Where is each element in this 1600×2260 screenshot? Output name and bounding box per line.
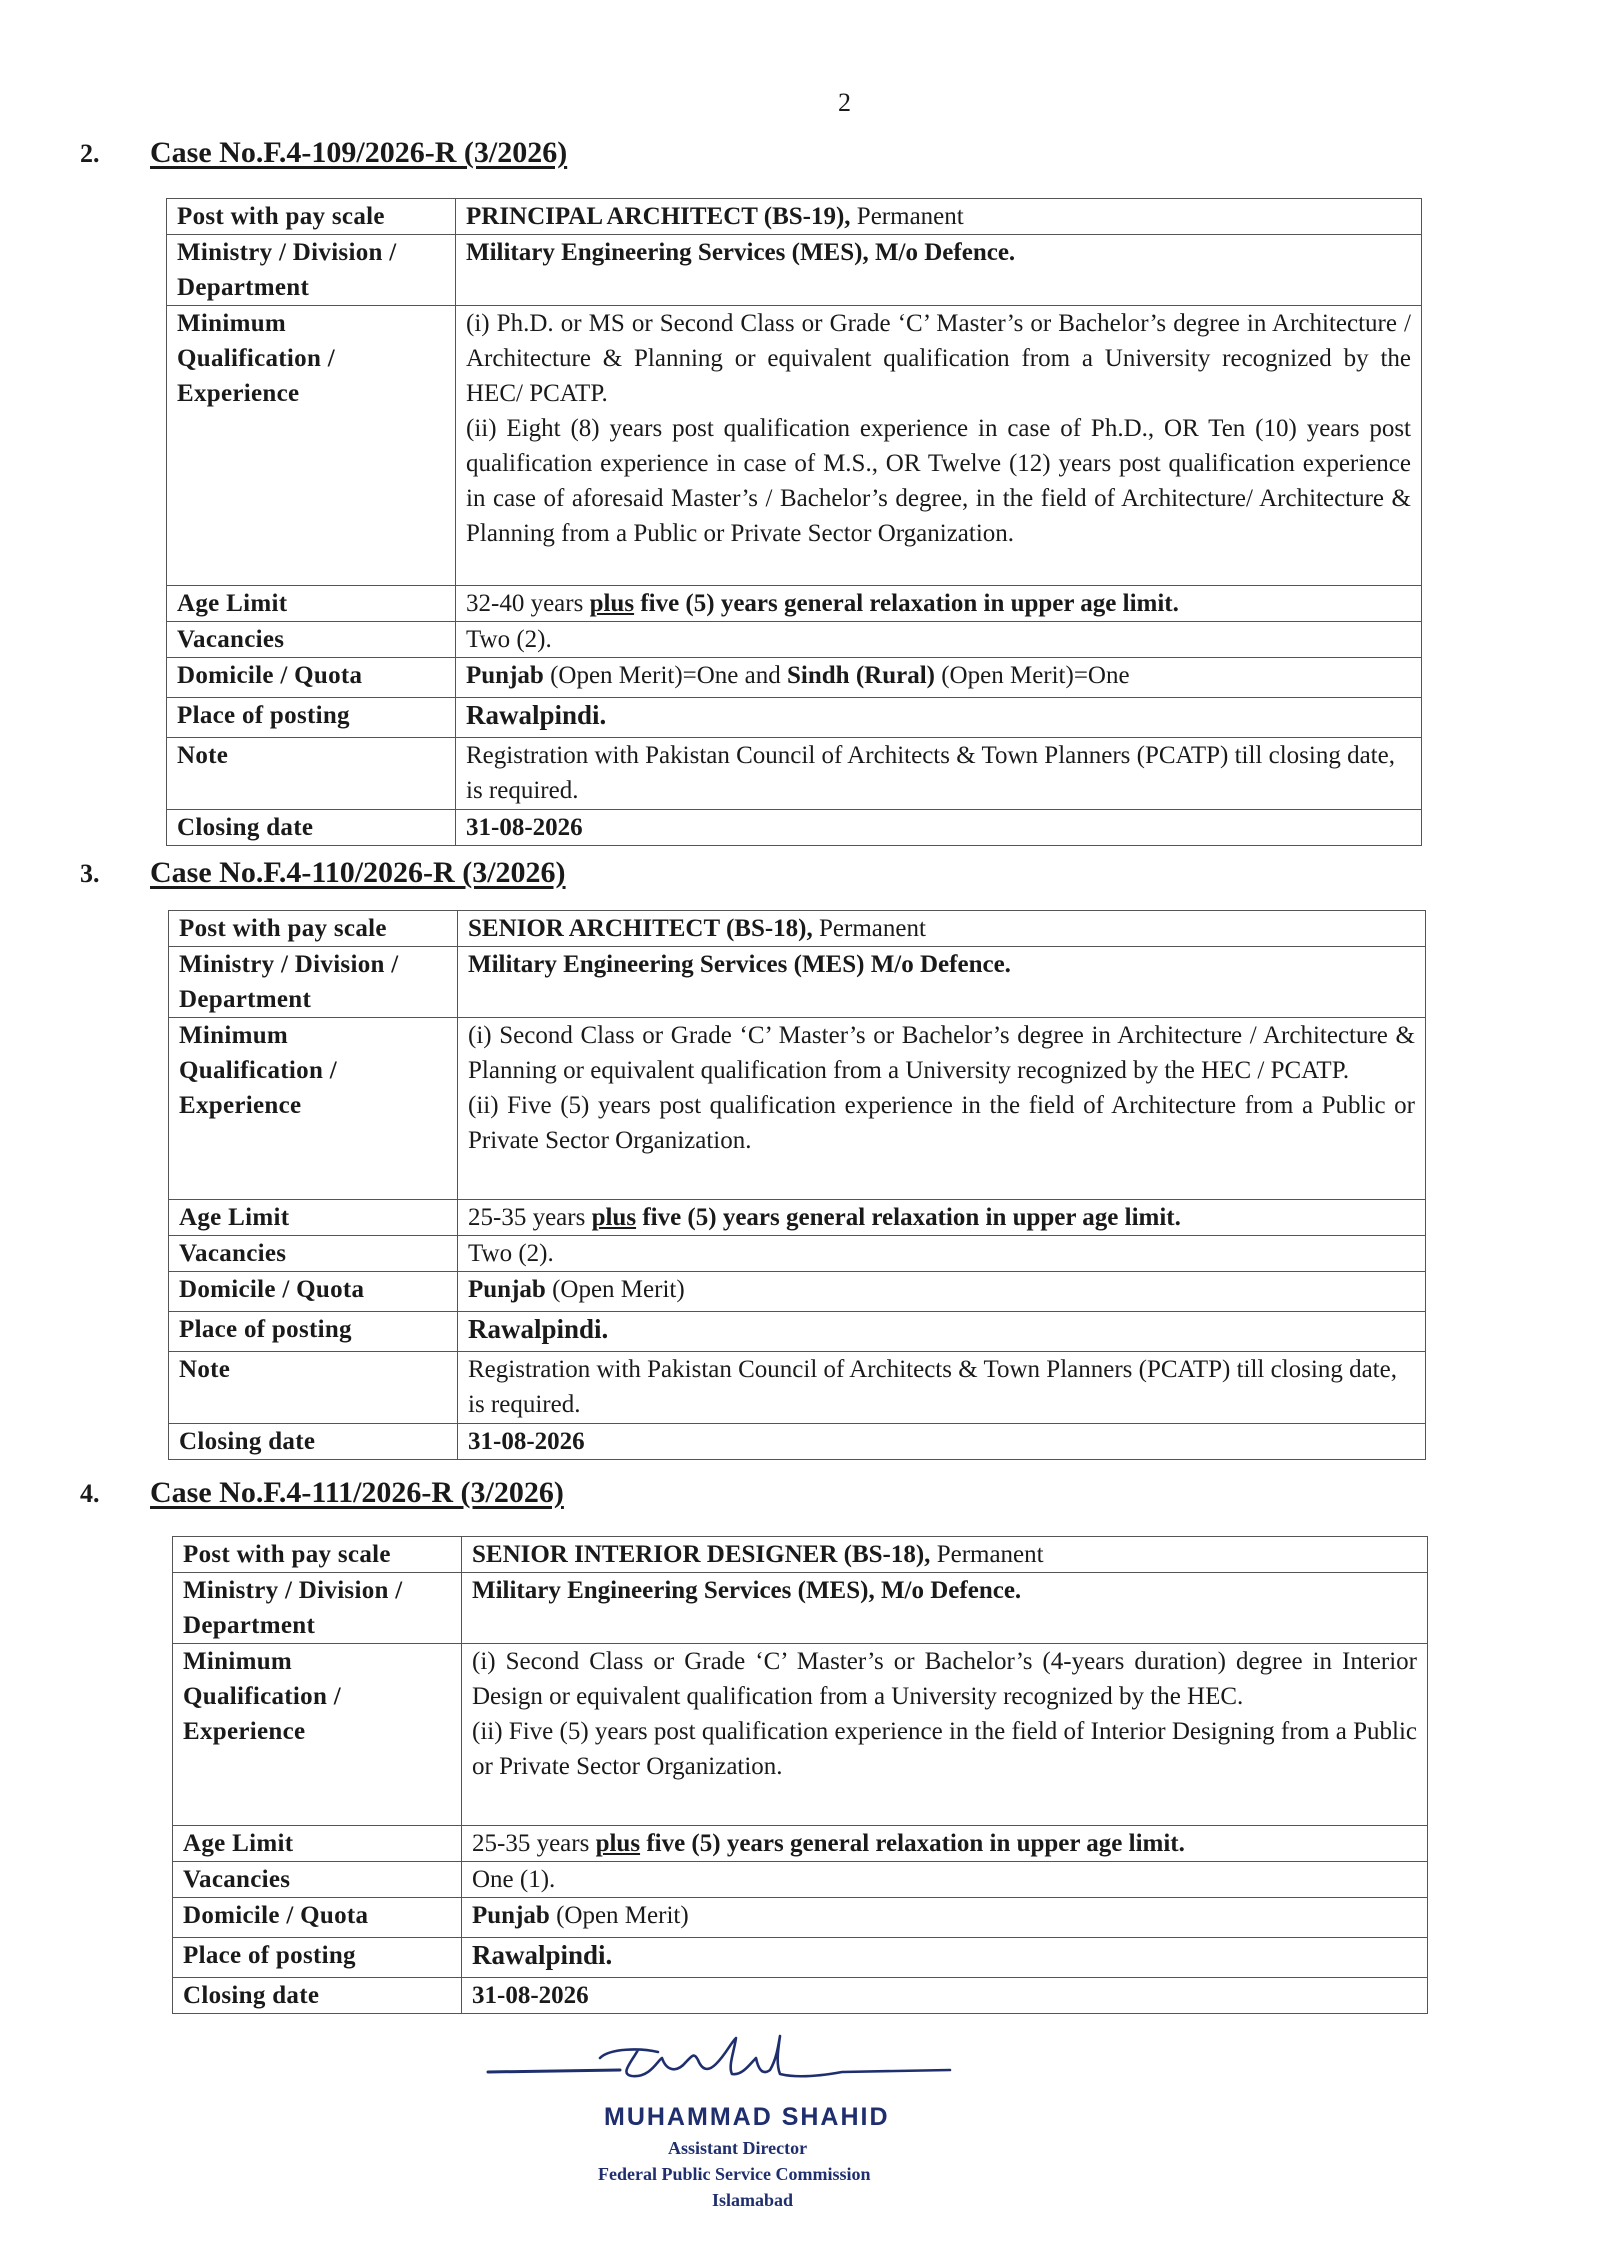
officer-designation: Assistant Director (668, 2138, 808, 2158)
label-vacancies: Vacancies (173, 1862, 462, 1898)
ministry-value: Military Engineering Services (MES) M/o Defence. (458, 947, 1426, 1018)
label-closing: Closing date (169, 1424, 458, 1460)
post-value: PRINCIPAL ARCHITECT (BS-19), Permanent (456, 199, 1422, 235)
label-qualification: Minimum Qualification / Experience (169, 1018, 458, 1200)
case-heading (80, 856, 566, 890)
qualification-value: (i) Second Class or Grade ‘C’ Master’s or Bachelor’s (4-years duration) degree in Interior Design or equivalent qualification from a University recognized by the HEC. (ii) Five (5) years post qualification experience in the field of Interior Designing from a Public or Private Sector Organization. (462, 1644, 1428, 1826)
case-number: 3. (80, 859, 100, 888)
page-number: 2 (838, 88, 851, 117)
age-value: 25-35 years plus five (5) years general relaxation in upper age limit. (458, 1200, 1426, 1236)
label-posting: Place of posting (167, 698, 456, 738)
label-qualification: Minimum Qualification / Experience (167, 306, 456, 586)
domicile-value: Punjab (Open Merit) (458, 1272, 1426, 1312)
label-note: Note (167, 738, 456, 810)
ministry-value: Military Engineering Services (MES), M/o Defence. (462, 1573, 1428, 1644)
label-age: Age Limit (173, 1826, 462, 1862)
label-posting: Place of posting (173, 1938, 462, 1978)
handwritten-signature (480, 2030, 1000, 2100)
label-ministry: Ministry / Division / Department (169, 947, 458, 1018)
label-domicile: Domicile / Quota (173, 1898, 462, 1938)
vacancies-value: Two (2). (458, 1236, 1426, 1272)
closing-value: 31-08-2026 (458, 1424, 1426, 1460)
case-title: Case No.F.4-111/2026-R (3/2026) (150, 1476, 564, 1509)
case-title: Case No.F.4-110/2026-R (3/2026) (150, 856, 566, 889)
label-vacancies: Vacancies (167, 622, 456, 658)
label-post: Post with pay scale (169, 911, 458, 947)
age-value: 32-40 years plus five (5) years general relaxation in upper age limit. (456, 586, 1422, 622)
ministry-value: Military Engineering Services (MES), M/o Defence. (456, 235, 1422, 306)
age-value: 25-35 years plus five (5) years general relaxation in upper age limit. (462, 1826, 1428, 1862)
post-value: SENIOR INTERIOR DESIGNER (BS-18), Permanent (462, 1537, 1428, 1573)
officer-office: Federal Public Service Commission (598, 2164, 871, 2184)
posting-value: Rawalpindi. (462, 1938, 1428, 1978)
label-closing: Closing date (167, 810, 456, 846)
qualification-value: (i) Second Class or Grade ‘C’ Master’s or Bachelor’s degree in Architecture / Architecture & Planning or equivalent qualification from a University recognized by the HEC / PCATP. (ii) Five (5) years post qualification experience in the field of Architecture from a Public or Private Sector Organization. (458, 1018, 1426, 1200)
label-posting: Place of posting (169, 1312, 458, 1352)
domicile-value: Punjab (Open Merit) (462, 1898, 1428, 1938)
closing-value: 31-08-2026 (462, 1978, 1428, 2014)
case-title: Case No.F.4-109/2026-R (3/2026) (150, 136, 568, 169)
officer-name: MUHAMMAD SHAHID (604, 2103, 890, 2131)
label-post: Post with pay scale (173, 1537, 462, 1573)
label-domicile: Domicile / Quota (167, 658, 456, 698)
officer-city: Islamabad (712, 2190, 794, 2210)
label-note: Note (169, 1352, 458, 1424)
label-ministry: Ministry / Division / Department (167, 235, 456, 306)
label-age: Age Limit (169, 1200, 458, 1236)
label-age: Age Limit (167, 586, 456, 622)
domicile-value: Punjab (Open Merit)=One and Sindh (Rural) (Open Merit)=One (456, 658, 1422, 698)
label-vacancies: Vacancies (169, 1236, 458, 1272)
posting-value: Rawalpindi. (458, 1312, 1426, 1352)
note-value: Registration with Pakistan Council of Architects & Town Planners (PCATP) till closing date, is required. (458, 1352, 1426, 1424)
label-domicile: Domicile / Quota (169, 1272, 458, 1312)
closing-value: 31-08-2026 (456, 810, 1422, 846)
note-value: Registration with Pakistan Council of Architects & Town Planners (PCATP) till closing date, is required. (456, 738, 1422, 810)
case-heading (80, 1476, 564, 1510)
vacancies-value: Two (2). (456, 622, 1422, 658)
label-ministry: Ministry / Division / Department (173, 1573, 462, 1644)
vacancies-value: One (1). (462, 1862, 1428, 1898)
case-table (166, 198, 1422, 846)
case-number: 2. (80, 139, 100, 168)
case-table (168, 910, 1426, 1460)
posting-value: Rawalpindi. (456, 698, 1422, 738)
case-table (172, 1536, 1428, 2014)
label-post: Post with pay scale (167, 199, 456, 235)
label-closing: Closing date (173, 1978, 462, 2014)
case-heading (80, 136, 567, 170)
post-value: SENIOR ARCHITECT (BS-18), Permanent (458, 911, 1426, 947)
case-number: 4. (80, 1479, 100, 1508)
label-qualification: Minimum Qualification / Experience (173, 1644, 462, 1826)
qualification-value: (i) Ph.D. or MS or Second Class or Grade ‘C’ Master’s or Bachelor’s degree in Architecture / Architecture & Planning or equivalent qualification from a University recognized by the HEC/ PCATP. (ii) Eight (8) years post qualification experience in case of Ph.D., OR Ten (10) years post qualification experience in case of M.S., OR Twelve (12) years post qualification experience in case of aforesaid Master’s / Bachelor’s degree, in the field of Architecture/ Architecture & Planning from a Public or Private Sector Organization. (456, 306, 1422, 586)
